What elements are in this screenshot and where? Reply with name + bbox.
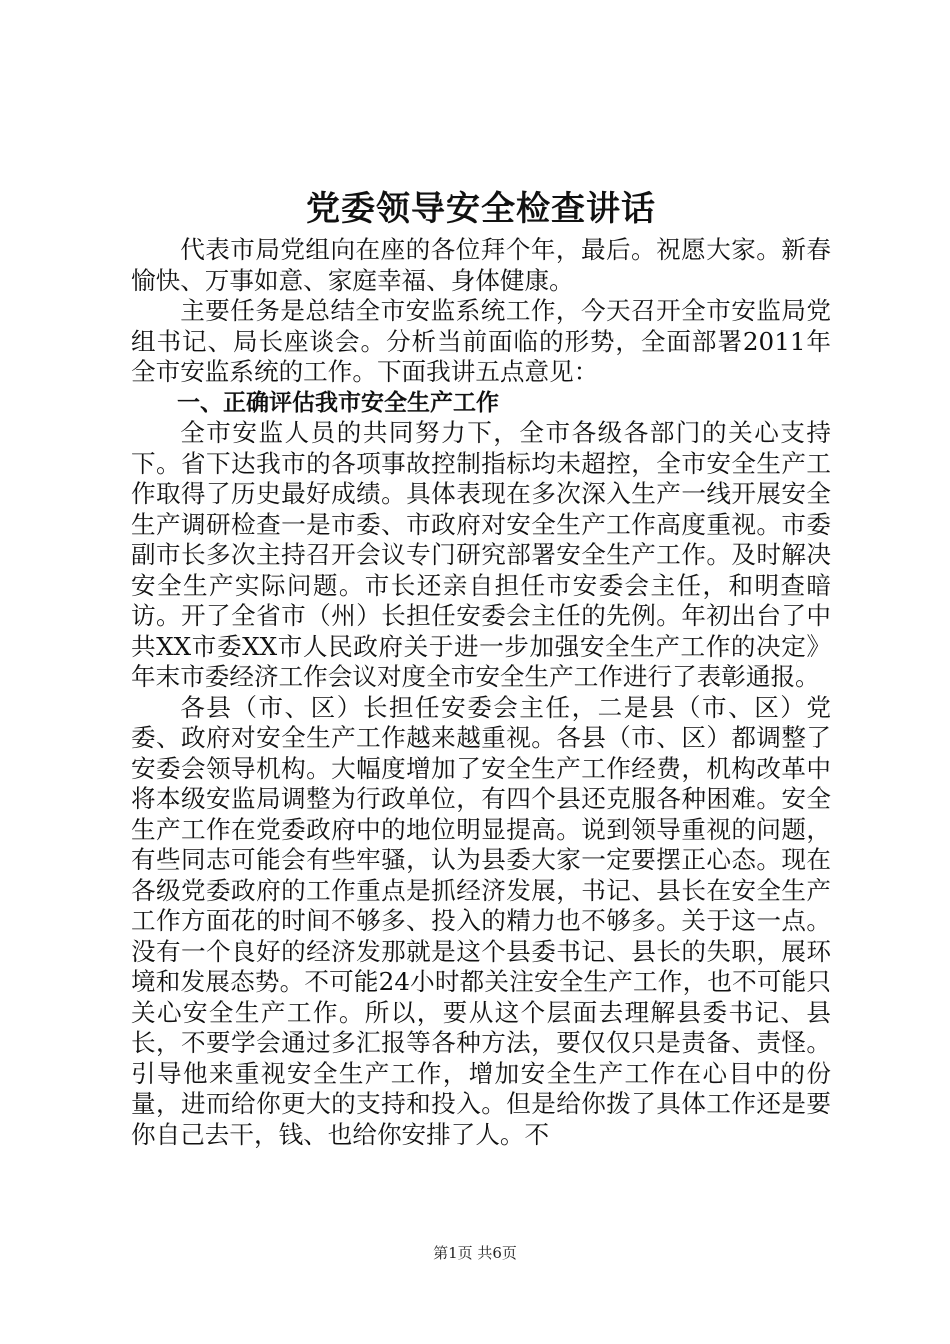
section-1-paragraph-2: 各县（市、区）长担任安委会主任，二是县（市、区）党委、政府对安全生产工作越来越重视。各县（市、区）都调整了安委会领导机构。大幅度增加了安全生产工作经费，机构改革中将本级安监局调整为行政单位，有四个县还克服各种困难。安全生产工作在党委政府中的地位明显提高。说到领导重视的问题，有些同志可能会有些牢骚，认为县委大家一定要摆正心态。现在各级党委政府的工作重点是抓经济发展，书记、县长在安全生产工作方面花的时间不够多、投入的精力也不够多。关于这一点。没有一个良好的经济发那就是这个县委书记、县长的失职，展环境和发展态势。不可能24小时都关注安全生产工作，也不可能只关心安全生产工作。所以，要从这个层面去理解县委书记、县长，不要学会通过多汇报等各种方法，要仅仅只是责备、责怪。引导他来重视安全生产工作，增加安全生产工作在心目中的份量，进而给你更大的支持和投入。但是给你拨了具体工作还是要你自己去干，钱、也给你安排了人。不 [131,692,831,1149]
intro-paragraph-1: 代表市局党组向在座的各位拜个年，最后。祝愿大家。新春愉快、万事如意、家庭幸福、身体健康。 [131,235,831,295]
document-title: 党委领导安全检查讲话 [306,189,656,229]
section-1-heading: 一、正确评估我市安全生产工作 [177,389,499,416]
document-page [131,183,831,1150]
section-1-paragraph-1: 全市安监人员的共同努力下，全市各级各部门的关心支持下。省下达我市的各项事故控制指标均未超控，全市安全生产工作取得了历史最好成绩。具体表现在多次深入生产一线开展安全生产调研检查一是市委、市政府对安全生产工作高度重视。市委副市长多次主持召开会议专门研究部署安全生产工作。及时解决安全生产实际问题。市长还亲自担任市安委会主任，和明查暗访。开了全省市（州）长担任安委会主任的先例。年初出台了中共XX市委XX市人民政府关于进一步加强安全生产工作的决定》年末市委经济工作会议对度全市安全生产工作进行了表彰通报。 [131,418,831,691]
page-footer: 第1页 共6页 [433,1244,517,1262]
intro-paragraph-2: 主要任务是总结全市安监系统工作，今天召开全市安监局党组书记、局长座谈会。分析当前面临的形势，全面部署2011年全市安监系统的工作。下面我讲五点意见： [131,296,831,386]
